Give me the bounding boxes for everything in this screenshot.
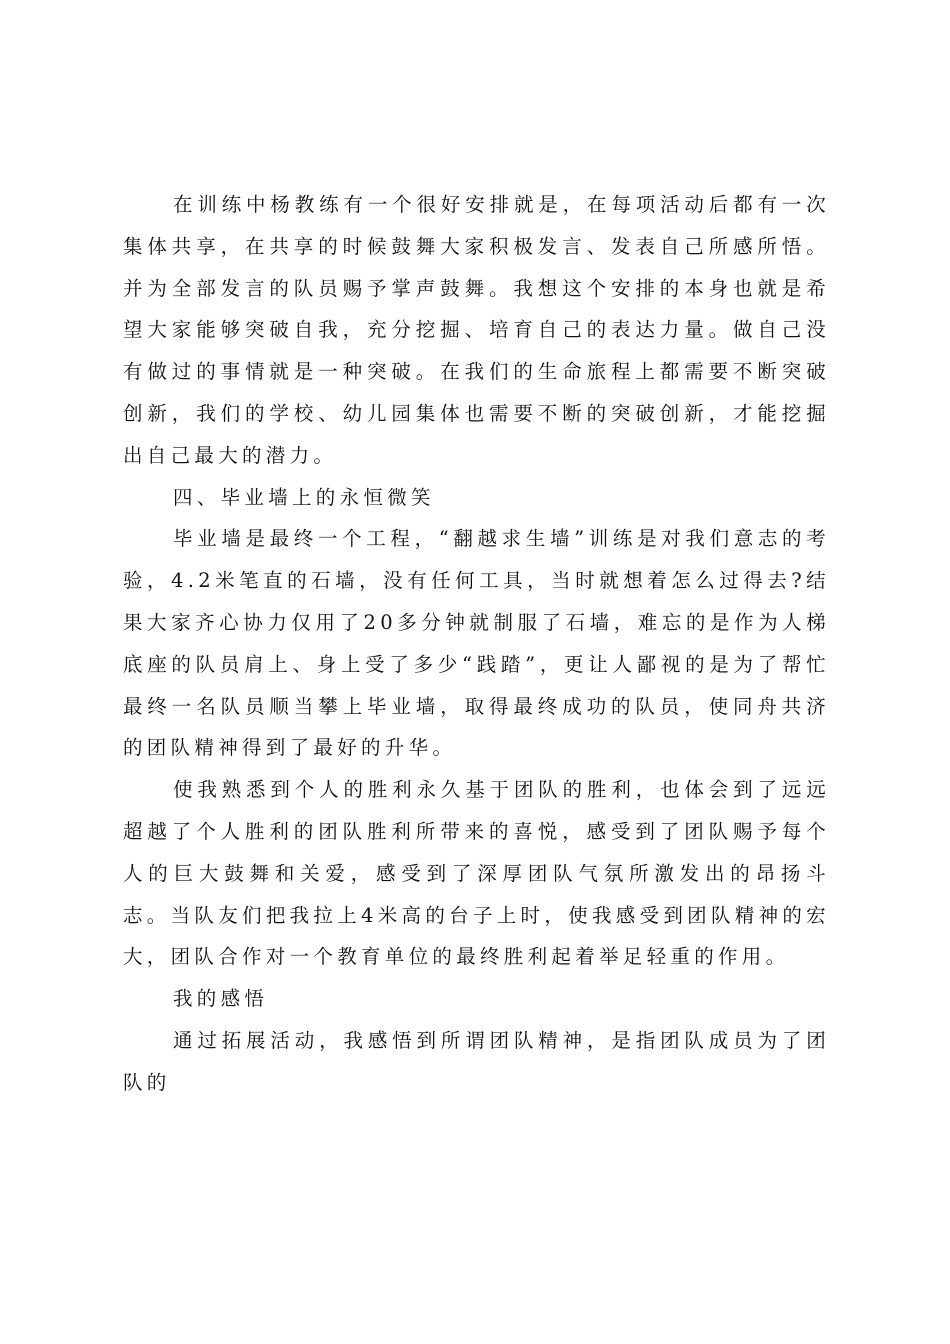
body-paragraph-2: 毕业墙是最终一个工程，“翻越求生墙”训练是对我们意志的考验，4.2米笔直的石墙，没有任何工具，当时就想着怎么过得去?结果大家齐心协力仅用了20多分钟就制服了石墙，难忘的是作为人梯底座的队员肩上、身上受了多少“践踏”，更让人鄙视的是为了帮忙最终一名队员顺当攀上毕业墙，取得最终成功的队员，使同舟共济的团队精神得到了最好的升华。 bbox=[123, 527, 830, 760]
section-heading-graduation-wall: 四、毕业墙上的永恒微笑 bbox=[173, 485, 435, 509]
section-heading-my-reflection: 我的感悟 bbox=[173, 987, 269, 1011]
document-page bbox=[123, 184, 830, 1104]
body-paragraph-4: 通过拓展活动，我感悟到所谓团队精神，是指团队成员为了团队的 bbox=[123, 1028, 830, 1094]
body-paragraph-3: 使我熟悉到个人的胜利永久基于团队的胜利，也体会到了远远超越了个人胜利的团队胜利所带来的喜悦，感受到了团队赐予每个人的巨大鼓舞和关爱，感受到了深厚团队气氛所激发出的昂扬斗志。当队友们把我拉上4米高的台子上时，使我感受到团队精神的宏大，团队合作对一个教育单位的最终胜利起着举足轻重的作用。 bbox=[123, 778, 830, 969]
body-paragraph-1: 在训练中杨教练有一个很好安排就是，在每项活动后都有一次集体共享，在共享的时候鼓舞大家积极发言、发表自己所感所悟。并为全部发言的队员赐予掌声鼓舞。我想这个安排的本身也就是希望大家能够突破自我，充分挖掘、培育自己的表达力量。做自己没有做过的事情就是一种突破。在我们的生命旅程上都需要不断突破创新，我们的学校、幼儿园集体也需要不断的突破创新，才能挖掘出自己最大的潜力。 bbox=[123, 193, 830, 467]
